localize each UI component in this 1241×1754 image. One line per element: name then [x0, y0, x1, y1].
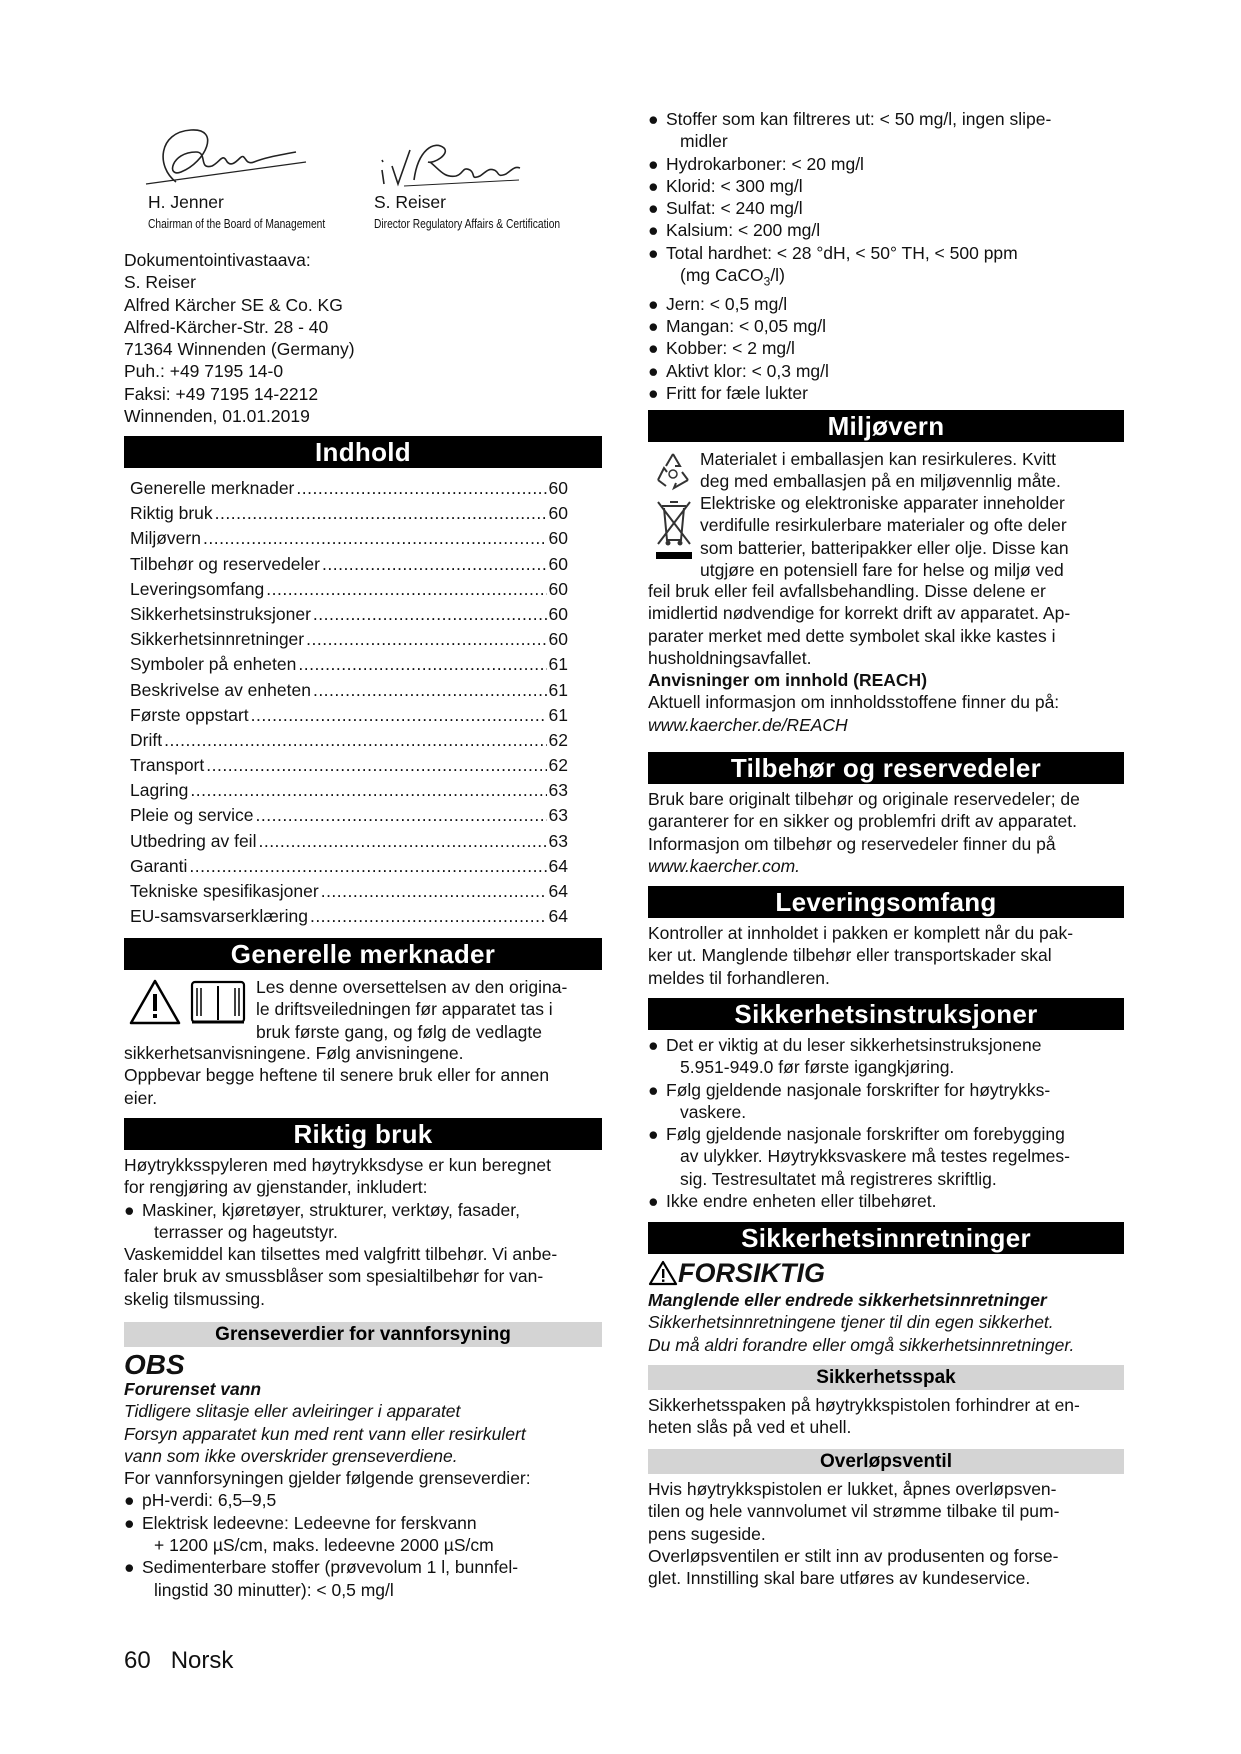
reach-title: Anvisninger om innhold (REACH) — [648, 670, 928, 691]
toc-item[interactable] — [124, 602, 602, 627]
toc-page: 60 — [548, 528, 568, 549]
warning-triangle-icon — [648, 1260, 678, 1286]
toc-label: Transport — [130, 755, 205, 776]
proper-use-text — [124, 1154, 604, 1310]
list-item-continuation: av ulykker. Høytrykksvaskere må testes regelmes- — [680, 1146, 1070, 1167]
delivery-text — [648, 922, 1130, 989]
toc-page: 60 — [548, 578, 568, 599]
paragraph-line: Høytrykksspyleren med høytrykksdyse er kun beregnet — [124, 1155, 551, 1175]
notice-label: OBS — [124, 1349, 185, 1380]
list-item: ● Aktivt klor: < 0,3 mg/l — [648, 360, 829, 381]
safety-devices-heading: Sikkerhetsinnretninger — [648, 1222, 1124, 1254]
notice-line: vann som ikke overskrider grenseverdiene. — [124, 1445, 458, 1466]
toc-label: Lagring — [130, 780, 189, 801]
contact-line: S. Reiser — [124, 272, 196, 293]
toc-page: 63 — [548, 805, 568, 826]
crossed-bin-icon — [654, 496, 694, 562]
paragraph-line: for rengjøring av gjenstander, inkludert: — [124, 1177, 428, 1198]
paragraph-line: garanterer for en sikker og problemfri drift av apparatet. — [648, 811, 1077, 832]
toc-label: EU-samsvarserklæring — [130, 906, 308, 927]
toc-leader — [266, 577, 546, 602]
table-of-contents — [124, 476, 602, 929]
toc-leader — [256, 803, 547, 828]
paragraph-line: Informasjon om tilbehør og reservedeler finner du på — [648, 833, 1056, 854]
toc-item[interactable] — [124, 778, 602, 803]
water-limits-text — [124, 1378, 604, 1601]
list-item: ● Jern: < 0,5 mg/l — [648, 293, 788, 314]
signature-reiser — [374, 130, 524, 190]
paragraph-line: For vannforsyningen gjelder følgende grenseverdier: — [124, 1468, 531, 1489]
toc-heading: Indhold — [124, 436, 602, 468]
paragraph-line: ker ut. Manglende tilbehør eller transportskader skal — [648, 945, 1052, 966]
list-item-continuation: terrasser og hageutstyr. — [154, 1221, 338, 1242]
toc-label: Drift — [130, 729, 163, 750]
paragraph-line: Vaskemiddel kan tilsettes med valgfritt tilbehør. Vi anbe- — [124, 1244, 558, 1265]
toc-leader — [310, 904, 547, 929]
toc-item[interactable] — [124, 703, 602, 728]
toc-page: 62 — [548, 755, 568, 776]
toc-item[interactable] — [124, 879, 602, 904]
toc-label: Utbedring av feil — [130, 830, 257, 851]
signatory-title: Director Regulatory Affairs & Certification — [374, 217, 561, 232]
proper-use-heading: Riktig bruk — [124, 1118, 602, 1150]
list-item: ● Det er viktig at du leser sikkerhetsinstruksjonene — [648, 1035, 1042, 1055]
paragraph-line: Hvis høytrykkspistolen er lukket, åpnes overløpsven- — [648, 1479, 1057, 1499]
toc-item[interactable] — [124, 829, 602, 854]
toc-label: Tilbehør og reservedeler — [130, 553, 320, 574]
toc-label: Riktig bruk — [130, 503, 213, 524]
paragraph-line: husholdningsavfallet. — [648, 647, 812, 668]
safety-instructions-heading: Sikkerhetsinstruksjoner — [648, 998, 1124, 1030]
recycle-text — [700, 448, 1130, 493]
paragraph-line: skelig tilsmussing. — [124, 1288, 266, 1309]
environment-heading: Miljøvern — [648, 410, 1124, 442]
toc-page: 60 — [548, 478, 568, 498]
contact-line: 71364 Winnenden (Germany) — [124, 339, 355, 360]
signatory-name: S. Reiser — [374, 192, 446, 212]
paragraph-line: feil bruk eller feil avfallsbehandling. Disse delene er — [648, 581, 1046, 601]
weee-text-continued — [648, 580, 1130, 736]
water-limits-list-continued — [648, 108, 1128, 404]
list-item-continuation: vaskere. — [680, 1101, 747, 1122]
toc-page: 60 — [548, 553, 568, 574]
toc-item[interactable] — [124, 803, 602, 828]
delivery-heading: Leveringsomfang — [648, 886, 1124, 918]
toc-page: 61 — [548, 654, 568, 675]
toc-item[interactable] — [124, 476, 602, 501]
water-limits-heading: Grenseverdier for vannforsyning — [124, 1322, 602, 1347]
recycle-icon — [652, 450, 694, 492]
toc-page: 60 — [548, 629, 568, 650]
paragraph-line: meldes til forhandleren. — [648, 967, 830, 988]
signatory-name: H. Jenner — [148, 192, 224, 212]
caution-text-block — [648, 1289, 1130, 1356]
toc-label: Sikkerhetsinstruksjoner — [130, 603, 311, 624]
safety-instructions-list — [648, 1034, 1130, 1212]
contact-block — [124, 249, 602, 427]
toc-item[interactable] — [124, 652, 602, 677]
paragraph-line: pens sugeside. — [648, 1523, 766, 1544]
toc-item[interactable] — [124, 627, 602, 652]
toc-leader — [306, 627, 546, 652]
toc-label: Sikkerhetsinnretninger — [130, 629, 305, 650]
safety-lever-text — [648, 1394, 1130, 1439]
signatory-title: Chairman of the Board of Management — [148, 217, 326, 232]
toc-leader — [190, 778, 546, 803]
contact-line: Winnenden, 01.01.2019 — [124, 406, 310, 427]
list-item: ● Kalsium: < 200 mg/l — [648, 220, 821, 241]
accessories-heading: Tilbehør og reservedeler — [648, 752, 1124, 784]
paragraph-line: tilen og hele vannvolumet vil strømme tilbake til pum- — [648, 1501, 1060, 1522]
contact-line: Dokumentointivastaava: — [124, 250, 311, 270]
notice-line: Tidligere slitasje eller avleiringer i apparatet — [124, 1401, 461, 1422]
list-item: ● Følg gjeldende nasjonale forskrifter for høytrykks- — [648, 1079, 1051, 1100]
paragraph-line: Bruk bare originalt tilbehør og originale reservedeler; de — [648, 789, 1080, 809]
toc-label: Første oppstart — [130, 704, 249, 725]
toc-leader — [251, 703, 547, 728]
toc-page: 64 — [548, 881, 568, 901]
toc-page: 60 — [548, 503, 568, 524]
toc-leader — [203, 526, 547, 551]
paragraph-line: imidlertid nødvendige for korrekt drift av apparatet. Ap- — [648, 603, 1071, 624]
list-item: ● Kobber: < 2 mg/l — [648, 338, 795, 359]
page-footer — [124, 1647, 234, 1674]
signature-jenner — [136, 122, 311, 194]
toc-label: Symboler på enheten — [130, 654, 297, 675]
paragraph-line: deg med emballasjen på en miljøvennlig måte. — [700, 471, 1061, 492]
list-item-continuation: 5.951-949.0 før første igangkjøring. — [680, 1057, 955, 1078]
list-item-continuation: + 1200 µS/cm, maks. ledeevne 2000 µS/cm — [154, 1535, 494, 1556]
paragraph-line: Les denne oversettelsen av den origina- — [256, 977, 568, 997]
list-item: ● Mangan: < 0,05 mg/l — [648, 316, 827, 337]
page-number: 60 — [124, 1647, 151, 1674]
paragraph-line: Elektriske og elektroniske apparater inneholder — [700, 493, 1065, 513]
toc-page: 60 — [548, 603, 568, 624]
general-notes-text — [124, 1042, 602, 1109]
notice-title: Forurenset vann — [124, 1379, 262, 1399]
list-item-continuation: midler — [680, 131, 728, 152]
list-item: ● Hydrokarboner: < 20 mg/l — [648, 153, 864, 174]
toc-leader — [313, 602, 547, 627]
toc-page: 63 — [548, 780, 568, 801]
accessories-text — [648, 788, 1130, 877]
caution-label — [648, 1258, 825, 1288]
toc-leader — [258, 829, 546, 854]
paragraph-line: sikkerhetsanvisningene. Følg anvisningene. — [124, 1043, 464, 1063]
contact-line: Alfred-Kärcher-Str. 28 - 40 — [124, 316, 329, 337]
toc-item[interactable] — [124, 753, 602, 778]
paragraph-line: Oppbevar begge heftene til senere bruk eller for annen — [124, 1065, 550, 1086]
list-item: ● Stoffer som kan filtreres ut: < 50 mg/l, ingen slipe- — [648, 109, 1052, 129]
list-item: ● Følg gjeldende nasjonale forskrifter om forebygging — [648, 1124, 1065, 1145]
paragraph-line: Overløpsventilen er stilt inn av produsenten og forse- — [648, 1545, 1059, 1566]
paragraph-line: Materialet i emballasjen kan resirkuleres. Kvitt — [700, 449, 1056, 469]
toc-item[interactable] — [124, 904, 602, 929]
toc-page: 62 — [548, 729, 568, 750]
toc-item[interactable] — [124, 501, 602, 526]
list-item: ● Klorid: < 300 mg/l — [648, 175, 803, 196]
manual-book-icon — [188, 978, 248, 1026]
toc-page: 64 — [548, 855, 568, 876]
paragraph-line: heten slås på ved et uhell. — [648, 1417, 852, 1438]
toc-leader — [206, 753, 546, 778]
toc-label: Generelle merknader — [130, 478, 295, 498]
paragraph-line: parater merket med dette symbolet skal ikke kastes i — [648, 625, 1056, 646]
warning-triangle-icon — [128, 978, 182, 1026]
toc-page: 63 — [548, 830, 568, 851]
caution-line: Sikkerhetsinnretningene tjener til din egen sikkerhet. — [648, 1312, 1054, 1333]
paragraph-line: som batterier, batteripakker eller olje. Disse kan — [700, 537, 1069, 558]
toc-item[interactable] — [124, 552, 602, 577]
general-notes-intro — [256, 976, 606, 1043]
accessories-link[interactable]: www.kaercher.com. — [648, 855, 801, 876]
paragraph-line: Sikkerhetsspaken på høytrykkspistolen forhindrer at en- — [648, 1395, 1080, 1415]
toc-label: Miljøvern — [130, 528, 201, 549]
list-item: ● Elektrisk ledeevne: Ledeevne for ferskvann — [124, 1512, 477, 1533]
list-item: ● Total hardhet: < 28 °dH, < 50° TH, < 500 ppm — [648, 242, 1018, 263]
safety-lever-heading: Sikkerhetsspak — [648, 1365, 1124, 1390]
list-item: ● Sulfat: < 240 mg/l — [648, 198, 803, 219]
caution-text: FORSIKTIG — [678, 1258, 825, 1288]
list-item-continuation: sig. Testresultatet må registreres skriftlig. — [680, 1168, 997, 1189]
toc-item[interactable] — [124, 728, 602, 753]
paragraph-line: eier. — [124, 1087, 158, 1108]
toc-label: Leveringsomfang — [130, 578, 265, 599]
toc-leader — [313, 678, 547, 703]
paragraph-line: utgjøre en potensiell fare for helse og miljø ved — [700, 559, 1064, 580]
toc-label: Pleie og service — [130, 805, 254, 826]
language-label: Norsk — [170, 1647, 234, 1674]
toc-leader — [322, 552, 547, 577]
notice-line: Forsyn apparatet kun med rent vann eller resirkulert — [124, 1423, 526, 1444]
overflow-valve-heading: Overløpsventil — [648, 1449, 1124, 1474]
toc-item[interactable] — [124, 577, 602, 602]
toc-item[interactable] — [124, 526, 602, 551]
toc-label: Garanti — [130, 855, 188, 876]
caution-line: Du må aldri forandre eller omgå sikkerhetsinnretninger. — [648, 1334, 1075, 1355]
paragraph-line: Kontroller at innholdet i pakken er komplett når du pak- — [648, 923, 1074, 943]
general-notes-heading: Generelle merknader — [124, 938, 602, 970]
contact-line: Faksi: +49 7195 14-2212 — [124, 383, 319, 404]
toc-item[interactable] — [124, 678, 602, 703]
toc-leader — [298, 652, 546, 677]
list-item: ● Ikke endre enheten eller tilbehøret. — [648, 1191, 937, 1212]
list-item: ● Maskiner, kjøretøyer, strukturer, verktøy, fasader, — [124, 1199, 520, 1220]
paragraph-line: le driftsveiledningen før apparatet tas i — [256, 999, 553, 1020]
paragraph-line: verdifulle resirkulerbare materialer og ofte deler — [700, 515, 1067, 536]
paragraph-line: Aktuell informasjon om innholdsstoffene finner du på: — [648, 692, 1060, 713]
signatory-reiser — [374, 191, 601, 236]
toc-page: 61 — [548, 704, 568, 725]
paragraph-line: glet. Innstilling skal bare utføres av kundeservice. — [648, 1568, 1031, 1589]
caution-title: Manglende eller endrede sikkerhetsinnretninger — [648, 1290, 1047, 1310]
list-item: ● Fritt for fæle lukter — [648, 383, 808, 404]
toc-leader — [321, 879, 547, 904]
list-item: ● pH-verdi: 6,5–9,5 — [124, 1490, 277, 1511]
reach-link[interactable]: www.kaercher.de/REACH — [648, 714, 848, 735]
list-item: ● Sedimenterbare stoffer (prøvevolum 1 l, bunnfel- — [124, 1557, 519, 1578]
contact-line: Alfred Kärcher SE & Co. KG — [124, 294, 343, 315]
weee-text — [700, 492, 1130, 581]
contact-line: Puh.: +49 7195 14-0 — [124, 361, 284, 382]
toc-leader — [215, 501, 547, 526]
toc-page: 64 — [548, 906, 568, 927]
toc-label: Beskrivelse av enheten — [130, 679, 311, 700]
list-item-continuation: (mg CaCO$_3$/l) — [680, 265, 785, 289]
overflow-valve-text — [648, 1478, 1130, 1589]
toc-leader — [189, 854, 546, 879]
toc-label: Tekniske spesifikasjoner — [130, 881, 319, 901]
paragraph-line: faler bruk av smussblåser som spesialtilbehør for van- — [124, 1266, 544, 1287]
toc-page: 61 — [548, 679, 568, 700]
list-item-continuation: lingstid 30 minutter): < 0,5 mg/l — [154, 1579, 394, 1600]
signatory-jenner — [148, 191, 364, 236]
toc-item[interactable] — [124, 854, 602, 879]
paragraph-line: bruk første gang, og følg de vedlagte — [256, 1021, 542, 1042]
toc-leader — [296, 476, 546, 501]
toc-leader — [164, 728, 546, 753]
